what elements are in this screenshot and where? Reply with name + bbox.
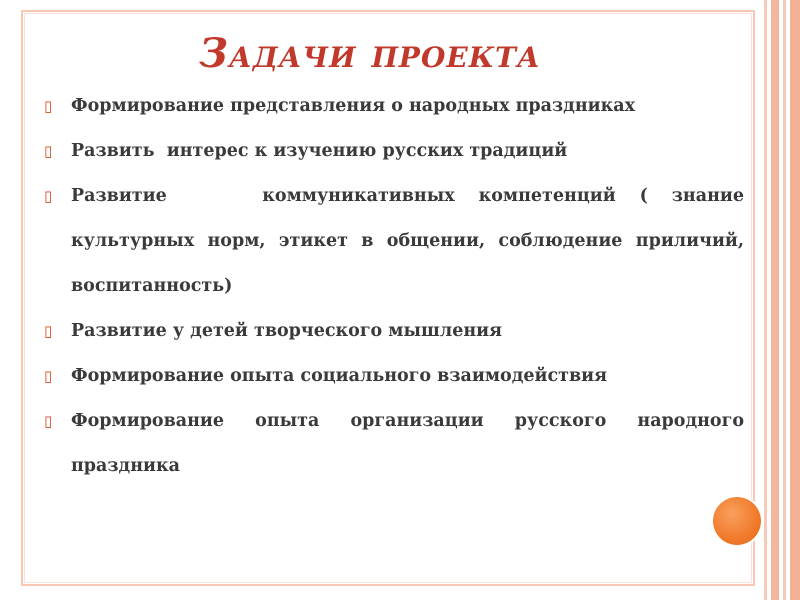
stripe <box>764 0 767 600</box>
list-item-text: Формирование опыта социального взаимодействия <box>71 366 608 386</box>
list-item <box>44 309 744 354</box>
list-item-text: Развить интерес к изучению русских традиций <box>71 141 568 161</box>
list-item-text: Развитие у детей творческого мышления <box>71 321 503 341</box>
stripe <box>783 0 786 600</box>
list-item-text: Формирование представления о народных праздниках <box>71 96 636 116</box>
slide-title: Задачи проекта <box>199 30 541 77</box>
list-item <box>44 84 744 129</box>
list-item <box>44 129 744 174</box>
list-item <box>44 354 744 399</box>
bullet-icon: ▯ <box>44 97 53 115</box>
stripe <box>790 0 800 600</box>
bullet-icon: ▯ <box>44 412 53 430</box>
bullet-icon: ▯ <box>44 367 53 385</box>
list-item-text: Развитие коммуникативных компетенций ( знание культурных норм, этикет в общении, соблюдение приличий, воспитанность) <box>71 186 751 296</box>
bullet-icon: ▯ <box>44 142 53 160</box>
decorative-circle-icon <box>713 497 761 545</box>
task-list <box>44 84 751 489</box>
list-item <box>44 399 751 489</box>
decorative-right-stripes <box>764 0 800 600</box>
bullet-icon: ▯ <box>44 187 53 205</box>
bullet-icon: ▯ <box>44 322 53 340</box>
stripe <box>771 0 779 600</box>
list-item <box>44 174 751 309</box>
list-item-text: Формирование опыта организации русского народного праздника <box>71 411 751 476</box>
